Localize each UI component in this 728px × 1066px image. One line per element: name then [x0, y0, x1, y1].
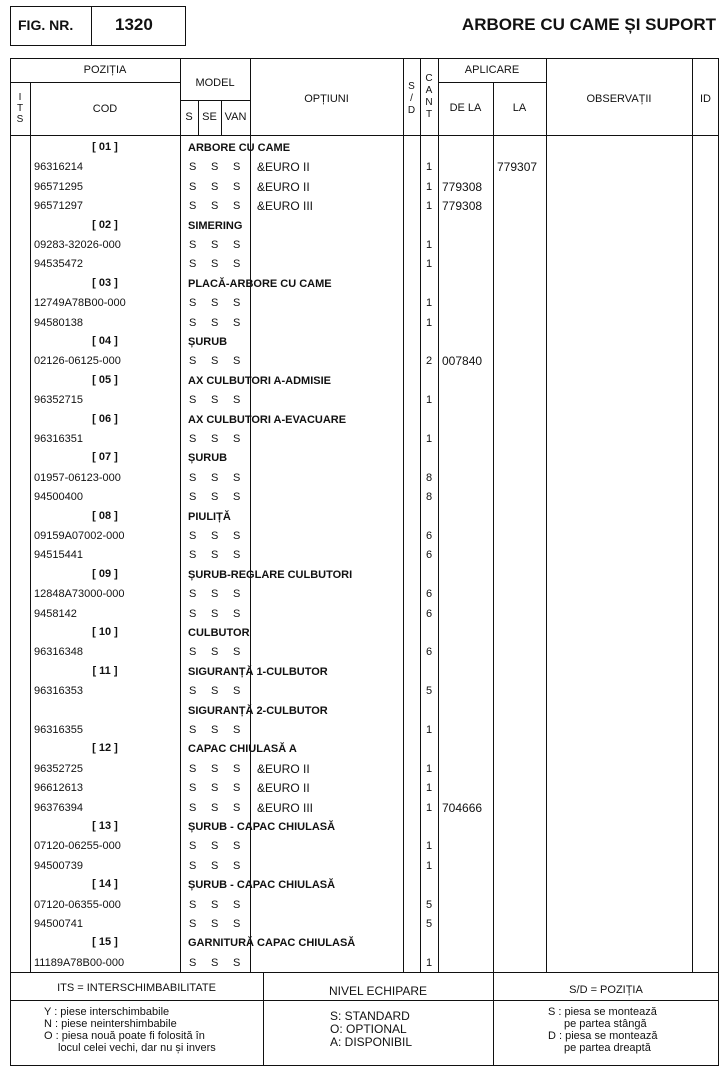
model-van-value: S [233, 685, 241, 697]
quantity-value: 1 [425, 394, 433, 406]
model-se-value: S [211, 608, 219, 620]
sd-legend: S : piesa se montează pe partea stângă D : piesa se montează pe partea dreaptă [548, 1006, 658, 1054]
part-code: 96571295 [34, 181, 83, 193]
model-s-value: S [189, 297, 197, 309]
quantity-value: 6 [425, 530, 433, 542]
model-van-value: S [233, 161, 241, 173]
quantity-value: 1 [425, 433, 433, 445]
position-number: [ 07 ] [92, 451, 118, 463]
model-van-value: S [233, 724, 241, 736]
model-s-value: S [189, 394, 197, 406]
position-number: [ 02 ] [92, 219, 118, 231]
part-code: 96316348 [34, 646, 83, 658]
model-s-value: S [189, 200, 197, 212]
part-code: 02126-06125-000 [34, 355, 121, 367]
quantity-value: 1 [425, 317, 433, 329]
model-van-value: S [233, 239, 241, 251]
model-se-value: S [211, 802, 219, 814]
part-group-name: ȘURUB [188, 452, 228, 464]
model-s-value: S [189, 549, 197, 561]
part-code: 96376394 [34, 802, 83, 814]
model-se-value: S [211, 239, 219, 251]
quantity-value: 1 [425, 802, 433, 814]
part-group-name: SIGURANȚĂ 2-CULBUTOR [188, 705, 328, 717]
model-van-value: S [233, 355, 241, 367]
col-pozitia: POZIȚIA [83, 64, 127, 76]
part-group-name: ȘURUB - CAPAC CHIULASĂ [188, 821, 336, 833]
model-van-value: S [233, 181, 241, 193]
model-se-value: S [211, 355, 219, 367]
model-se-value: S [211, 724, 219, 736]
model-se-value: S [211, 685, 219, 697]
part-code: 9458142 [34, 608, 77, 620]
model-van-value: S [233, 433, 241, 445]
part-code: 96352715 [34, 394, 83, 406]
model-s-value: S [189, 239, 197, 251]
model-se-value: S [211, 899, 219, 911]
quantity-value: 1 [425, 200, 433, 212]
model-se-value: S [211, 646, 219, 658]
quantity-value: 8 [425, 472, 433, 484]
model-van-value: S [233, 200, 241, 212]
apply-from-value: 779308 [442, 180, 483, 194]
part-group-name: PLACĂ-ARBORE CU CAME [188, 278, 332, 290]
part-code: 94580138 [34, 317, 83, 329]
apply-to-value: 779307 [497, 160, 538, 174]
model-s-value: S [189, 685, 197, 697]
part-code: 07120-06255-000 [34, 840, 121, 852]
page-title: ARBORE CU CAME ȘI SUPORT [461, 15, 716, 34]
quantity-value: 6 [425, 646, 433, 658]
part-code: 94500739 [34, 860, 83, 872]
quantity-value: 5 [425, 918, 433, 930]
quantity-value: 5 [425, 685, 433, 697]
model-van-value: S [233, 918, 241, 930]
model-van-value: S [233, 646, 241, 658]
part-code: 09283-32026-000 [34, 239, 121, 251]
col-optiuni: OPȚIUNI [304, 93, 349, 105]
option-value: &EURO II [257, 160, 310, 174]
part-group-name: CULBUTOR [188, 627, 250, 639]
option-value: &EURO II [257, 762, 310, 776]
col-cod: COD [92, 103, 118, 115]
quantity-value: 1 [425, 860, 433, 872]
model-van-value: S [233, 394, 241, 406]
model-s-value: S [189, 782, 197, 794]
model-se-value: S [211, 763, 219, 775]
model-van-value: S [233, 802, 241, 814]
part-code: 07120-06355-000 [34, 899, 121, 911]
model-se-value: S [211, 918, 219, 930]
model-s-value: S [189, 802, 197, 814]
col-la: LA [512, 102, 527, 114]
model-se-value: S [211, 181, 219, 193]
its-legend: Y : piese interschimbabile N : piese neintershimbabile O : piesa nouă poate fi folosită în locul celei vechi, dar nu și invers [44, 1006, 216, 1054]
part-code: 94535472 [34, 258, 83, 270]
parts-table [10, 58, 719, 1066]
part-group-name: AX CULBUTORI A-ADMISIE [188, 375, 331, 387]
col-model-se: SE [202, 111, 217, 123]
position-number: [ 09 ] [92, 568, 118, 580]
model-s-value: S [189, 957, 197, 969]
model-s-value: S [189, 530, 197, 542]
col-de-la: DE LA [449, 102, 482, 114]
model-s-value: S [189, 763, 197, 775]
quantity-value: 1 [425, 181, 433, 193]
part-code: 96316355 [34, 724, 83, 736]
apply-from-value: 007840 [442, 354, 483, 368]
model-van-value: S [233, 317, 241, 329]
fig-number: 1320 [115, 15, 153, 34]
col-its: I T S [16, 92, 24, 125]
position-number: [ 10 ] [92, 626, 118, 638]
part-code: 96612613 [34, 782, 83, 794]
model-se-value: S [211, 957, 219, 969]
col-model-van: VAN [224, 111, 247, 123]
model-s-value: S [189, 646, 197, 658]
model-se-value: S [211, 549, 219, 561]
model-van-value: S [233, 549, 241, 561]
apply-from-value: 704666 [442, 801, 483, 815]
quantity-value: 8 [425, 491, 433, 503]
model-se-value: S [211, 491, 219, 503]
model-van-value: S [233, 608, 241, 620]
model-se-value: S [211, 297, 219, 309]
model-van-value: S [233, 957, 241, 969]
model-van-value: S [233, 860, 241, 872]
model-se-value: S [211, 840, 219, 852]
part-code: 96352725 [34, 763, 83, 775]
model-s-value: S [189, 181, 197, 193]
part-group-name: ȘURUB [188, 336, 228, 348]
model-van-value: S [233, 472, 241, 484]
part-code: 94515441 [34, 549, 83, 561]
option-value: &EURO III [257, 801, 314, 815]
model-se-value: S [211, 258, 219, 270]
model-s-value: S [189, 899, 197, 911]
part-code: 01957-06123-000 [34, 472, 121, 484]
position-number: [ 03 ] [92, 277, 118, 289]
part-code: 11189A78B00-000 [34, 957, 125, 969]
position-number: [ 12 ] [92, 742, 118, 754]
position-number: [ 01 ] [92, 141, 118, 153]
part-group-name: SIGURANȚĂ 1-CULBUTOR [188, 666, 328, 678]
sd-legend-title: S/D = POZIȚIA [569, 984, 643, 996]
part-group-name: PIULIȚĂ [188, 511, 231, 523]
position-number: [ 08 ] [92, 510, 118, 522]
model-se-value: S [211, 200, 219, 212]
position-number: [ 15 ] [92, 936, 118, 948]
option-value: &EURO II [257, 180, 310, 194]
part-group-name: SIMERING [188, 220, 243, 232]
position-number: [ 13 ] [92, 820, 118, 832]
model-s-value: S [189, 258, 197, 270]
model-s-value: S [189, 860, 197, 872]
position-number: [ 11 ] [92, 665, 118, 677]
model-s-value: S [189, 161, 197, 173]
model-van-value: S [233, 899, 241, 911]
quantity-value: 2 [425, 355, 433, 367]
model-s-value: S [189, 724, 197, 736]
model-s-value: S [189, 918, 197, 930]
nivel-legend: S: STANDARD O: OPTIONAL A: DISPONIBIL [330, 1009, 413, 1049]
model-s-value: S [189, 608, 197, 620]
quantity-value: 6 [425, 549, 433, 561]
part-code: 09159A07002-000 [34, 530, 125, 542]
model-s-value: S [189, 491, 197, 503]
part-code: 94500400 [34, 491, 83, 503]
position-number: [ 14 ] [92, 878, 118, 890]
option-value: &EURO II [257, 781, 310, 795]
part-group-name: GARNITURĂ CAPAC CHIULASĂ [188, 937, 356, 949]
part-group-name: CAPAC CHIULASĂ A [188, 743, 297, 755]
model-s-value: S [189, 472, 197, 484]
model-se-value: S [211, 161, 219, 173]
model-van-value: S [233, 588, 241, 600]
part-code: 94500741 [34, 918, 83, 930]
part-code: 96316353 [34, 685, 83, 697]
model-se-value: S [211, 860, 219, 872]
model-se-value: S [211, 394, 219, 406]
col-model: MODEL [195, 77, 235, 89]
quantity-value: 1 [425, 297, 433, 309]
quantity-value: 1 [425, 161, 433, 173]
quantity-value: 1 [425, 782, 433, 794]
model-s-value: S [189, 840, 197, 852]
position-number: [ 04 ] [92, 335, 118, 347]
part-code: 96316214 [34, 161, 83, 173]
option-value: &EURO III [257, 199, 314, 213]
model-se-value: S [211, 588, 219, 600]
model-van-value: S [233, 840, 241, 852]
model-van-value: S [233, 491, 241, 503]
part-group-name: ARBORE CU CAME [188, 142, 291, 154]
col-cant: C A N T [425, 73, 433, 120]
part-code: 96316351 [34, 433, 83, 445]
model-van-value: S [233, 530, 241, 542]
model-s-value: S [189, 317, 197, 329]
quantity-value: 5 [425, 899, 433, 911]
part-code: 96571297 [34, 200, 83, 212]
its-legend-title: ITS = INTERSCHIMBABILITATE [57, 982, 216, 994]
model-se-value: S [211, 782, 219, 794]
model-s-value: S [189, 433, 197, 445]
model-s-value: S [189, 355, 197, 367]
quantity-value: 1 [425, 957, 433, 969]
model-se-value: S [211, 317, 219, 329]
part-code: 12848A73000-000 [34, 588, 125, 600]
nivel-legend-title: NIVEL ECHIPARE [328, 984, 428, 998]
model-van-value: S [233, 763, 241, 775]
col-sd: S / D [407, 81, 416, 116]
quantity-value: 1 [425, 258, 433, 270]
part-group-name: ȘURUB-REGLARE CULBUTORI [188, 569, 353, 581]
part-group-name: AX CULBUTORI A-EVACUARE [188, 414, 347, 426]
apply-from-value: 779308 [442, 199, 483, 213]
col-id: ID [700, 93, 711, 105]
quantity-value: 6 [425, 608, 433, 620]
model-van-value: S [233, 297, 241, 309]
quantity-value: 1 [425, 724, 433, 736]
model-van-value: S [233, 782, 241, 794]
quantity-value: 1 [425, 239, 433, 251]
model-se-value: S [211, 472, 219, 484]
quantity-value: 6 [425, 588, 433, 600]
quantity-value: 1 [425, 840, 433, 852]
col-model-s: S [185, 111, 193, 123]
part-code: 12749A78B00-000 [34, 297, 126, 309]
col-aplicare: APLICARE [464, 64, 520, 76]
model-se-value: S [211, 433, 219, 445]
model-se-value: S [211, 530, 219, 542]
position-number: [ 05 ] [92, 374, 118, 386]
model-s-value: S [189, 588, 197, 600]
fig-label: FIG. NR. [18, 17, 74, 33]
part-group-name: ȘURUB - CAPAC CHIULASĂ [188, 879, 336, 891]
quantity-value: 1 [425, 763, 433, 775]
model-van-value: S [233, 258, 241, 270]
position-number: [ 06 ] [92, 413, 118, 425]
col-observatii: OBSERVAȚII [586, 93, 652, 105]
